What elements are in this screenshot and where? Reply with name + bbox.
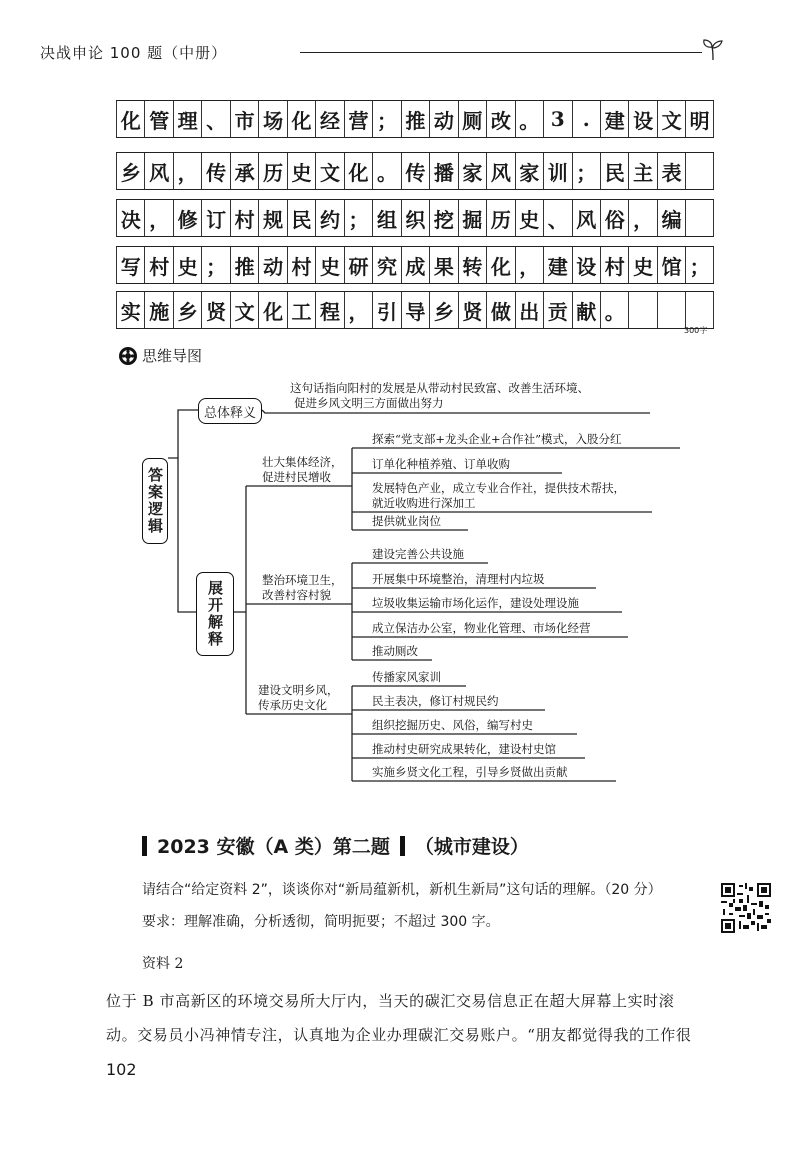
grid-cell: 献 [572, 292, 600, 328]
grid-cell: 贤 [458, 292, 486, 328]
grid-cell: 工 [287, 292, 315, 328]
grid-cell: 风 [144, 153, 172, 189]
grid-cell: 究 [372, 247, 400, 283]
grid-cell: 挖 [429, 200, 457, 236]
grid-cell: 史 [515, 200, 543, 236]
question-text: 请结合“给定资料 2”，谈谈你对“新局蕴新机，新机生新局”这句话的理解。（20 分） [142, 882, 662, 898]
map-item: 推动村史研究成果转化，建设村史馆 [372, 742, 556, 756]
overall-text: 这句话指向阳村的发展是从带动村民致富、改善生活环境、 促进乡风文明三方面做出努力 [290, 381, 589, 410]
grid-cell: 修 [173, 200, 201, 236]
book-title: 决战申论 100 题（中册） [40, 44, 228, 62]
grid-cell: 明 [685, 101, 713, 137]
grid-cell: 民 [287, 200, 315, 236]
grid-cell: 、 [543, 200, 571, 236]
grid-cell: 设 [572, 247, 600, 283]
grid-cell: 风 [486, 153, 514, 189]
grid-cell: 风 [572, 200, 600, 236]
grid-cell: 文 [657, 101, 685, 137]
grid-cell: 订 [201, 200, 229, 236]
grid-cell: 。 [515, 101, 543, 137]
expand-box [196, 572, 234, 656]
grid-cell: 成 [401, 247, 429, 283]
expand-label: 展开解释 [206, 580, 224, 648]
grid-cell: 化 [344, 153, 372, 189]
map-item: 组织挖掘历史、风俗，编写村史 [372, 718, 533, 732]
grid-cell: 表 [657, 153, 685, 189]
grid-cell: 编 [657, 200, 685, 236]
grid-cell: 出 [515, 292, 543, 328]
grid-cell: 实 [116, 292, 144, 328]
map-item: 推动厕改 [372, 644, 418, 658]
grid-cell: 家 [515, 153, 543, 189]
grid-cell: ， [344, 292, 372, 328]
char-count-label: 300字 [684, 326, 708, 335]
grid-cell: 推 [401, 101, 429, 137]
map-item: 发展特色产业，成立专业合作社，提供技术帮扶， [372, 481, 625, 495]
grid-cell: . [572, 101, 600, 137]
map-item: 民主表决，修订村规民约 [372, 694, 499, 708]
grid-cell: 经 [315, 101, 343, 137]
grid-cell: 转 [458, 247, 486, 283]
map-item: 提供就业岗位 [372, 514, 441, 528]
grid-cell: 史 [287, 153, 315, 189]
grid-cell: 施 [144, 292, 172, 328]
map-item: 订单化种植养殖、订单收购 [372, 457, 510, 471]
map-item: 建设完善公共设施 [372, 547, 464, 561]
grid-cell: 织 [401, 200, 429, 236]
grid-cell: 文 [230, 292, 258, 328]
grid-cell: 训 [543, 153, 571, 189]
grid-cell: 研 [344, 247, 372, 283]
grid-cell: 传 [401, 153, 429, 189]
grid-cell: 市 [230, 101, 258, 137]
grid-cell: 营 [344, 101, 372, 137]
grid-cell: 村 [287, 247, 315, 283]
material-line: 动。交易员小冯神情专注，认真地为企业办理碳汇交易账户。“朋友都觉得我的工作很 [106, 1026, 692, 1044]
grid-cell: ， [515, 247, 543, 283]
qr-code[interactable] [721, 883, 771, 933]
grid-cell: 。 [372, 153, 400, 189]
heading-bar [400, 836, 405, 856]
material-line: 位于 B 市高新区的环境交易所大厅内，当天的碳汇交易信息正在超大屏幕上实时滚 [106, 992, 675, 1010]
map-item: 垃圾收集运输市场化运作，建设处理设施 [372, 596, 579, 610]
mind-map-root [142, 458, 168, 544]
map-item: 就近收购进行深加工 [372, 496, 476, 510]
grid-cell: ； [372, 101, 400, 137]
grid-cell: ， [173, 153, 201, 189]
grid-cell: 果 [429, 247, 457, 283]
grid-cell: 俗 [600, 200, 628, 236]
grid-cell: 村 [600, 247, 628, 283]
grid-cell: 家 [458, 153, 486, 189]
grid-cell: 贡 [543, 292, 571, 328]
grid-cell: 。 [600, 292, 628, 328]
grid-cell: 设 [628, 101, 656, 137]
group-label: 整治环境卫生， 改善村容村貌 [262, 573, 343, 602]
grid-cell: 理 [173, 101, 201, 137]
map-item: 传播家风家训 [372, 670, 441, 684]
grid-cell: 约 [315, 200, 343, 236]
grid-cell: 历 [486, 200, 514, 236]
page-number: 102 [106, 1060, 137, 1079]
grid-cell: 播 [429, 153, 457, 189]
grid-cell: 馆 [657, 247, 685, 283]
grid-cell: ； [201, 247, 229, 283]
grid-cell: 建 [543, 247, 571, 283]
section-title: 2023 安徽（A 类）第二题 [157, 836, 390, 858]
overall-meaning-box [198, 398, 262, 424]
grid-cell: 承 [230, 153, 258, 189]
grid-cell: 化 [258, 292, 286, 328]
grid-cell: 乡 [116, 153, 144, 189]
section-heading [142, 832, 529, 859]
section-tag: （城市建设） [414, 836, 529, 858]
grid-cell: 场 [258, 101, 286, 137]
grid-cell: 引 [372, 292, 400, 328]
grid-cell: 、 [201, 101, 229, 137]
grid-cell: 改 [486, 101, 514, 137]
map-item: 实施乡贤文化工程，引导乡贤做出贡献 [372, 765, 568, 779]
grid-cell: 推 [230, 247, 258, 283]
root-label: 答案逻辑 [146, 467, 164, 535]
map-item: 开展集中环境整治，清理村内垃圾 [372, 572, 545, 586]
grid-cell: 程 [315, 292, 343, 328]
grid-cell: 写 [116, 247, 144, 283]
grid-cell: 历 [258, 153, 286, 189]
grid-cell: ； [344, 200, 372, 236]
grid-cell: 文 [315, 153, 343, 189]
grid-cell: 主 [628, 153, 656, 189]
grid-cell: 导 [401, 292, 429, 328]
grid-cell: 史 [628, 247, 656, 283]
grid-cell: 史 [315, 247, 343, 283]
grid-cell: 做 [486, 292, 514, 328]
grid-cell: 贤 [201, 292, 229, 328]
grid-cell: ； [572, 153, 600, 189]
grid-cell: 厕 [458, 101, 486, 137]
grid-cell: 管 [144, 101, 172, 137]
heading-bar [142, 836, 147, 856]
grid-cell: 决 [116, 200, 144, 236]
grid-cell: 化 [486, 247, 514, 283]
grid-cell: 史 [173, 247, 201, 283]
grid-cell: 化 [116, 101, 144, 137]
grid-cell: 动 [429, 101, 457, 137]
grid-cell: 规 [258, 200, 286, 236]
overall-label: 总体释义 [203, 405, 256, 421]
mind-map-title: 思维导图 [142, 347, 203, 365]
grid-cell: 掘 [458, 200, 486, 236]
grid-cell: ， [144, 200, 172, 236]
grid-cell: 建 [600, 101, 628, 137]
grid-cell: ； [685, 247, 713, 283]
map-item: 成立保洁办公室，物业化管理、市场化经营 [372, 621, 591, 635]
map-item: 探索“党支部+龙头企业+合作社”模式，入股分红 [372, 432, 622, 446]
grid-cell: 传 [201, 153, 229, 189]
grid-cell: 化 [287, 101, 315, 137]
grid-cell: 村 [230, 200, 258, 236]
requirement-text: 要求：理解准确，分析透彻，简明扼要；不超过 300 字。 [142, 914, 500, 930]
grid-cell: 村 [144, 247, 172, 283]
group-label: 建设文明乡风， 传承历史文化 [258, 683, 339, 712]
grid-cell: 3 [543, 101, 571, 137]
source-label: 资料 2 [142, 956, 184, 972]
grid-cell: 乡 [173, 292, 201, 328]
grid-cell: ， [628, 200, 656, 236]
grid-cell: 民 [600, 153, 628, 189]
grid-cell: 乡 [429, 292, 457, 328]
grid-cell: 组 [372, 200, 400, 236]
group-label: 壮大集体经济， 促进村民增收 [262, 455, 343, 484]
grid-cell: 动 [258, 247, 286, 283]
